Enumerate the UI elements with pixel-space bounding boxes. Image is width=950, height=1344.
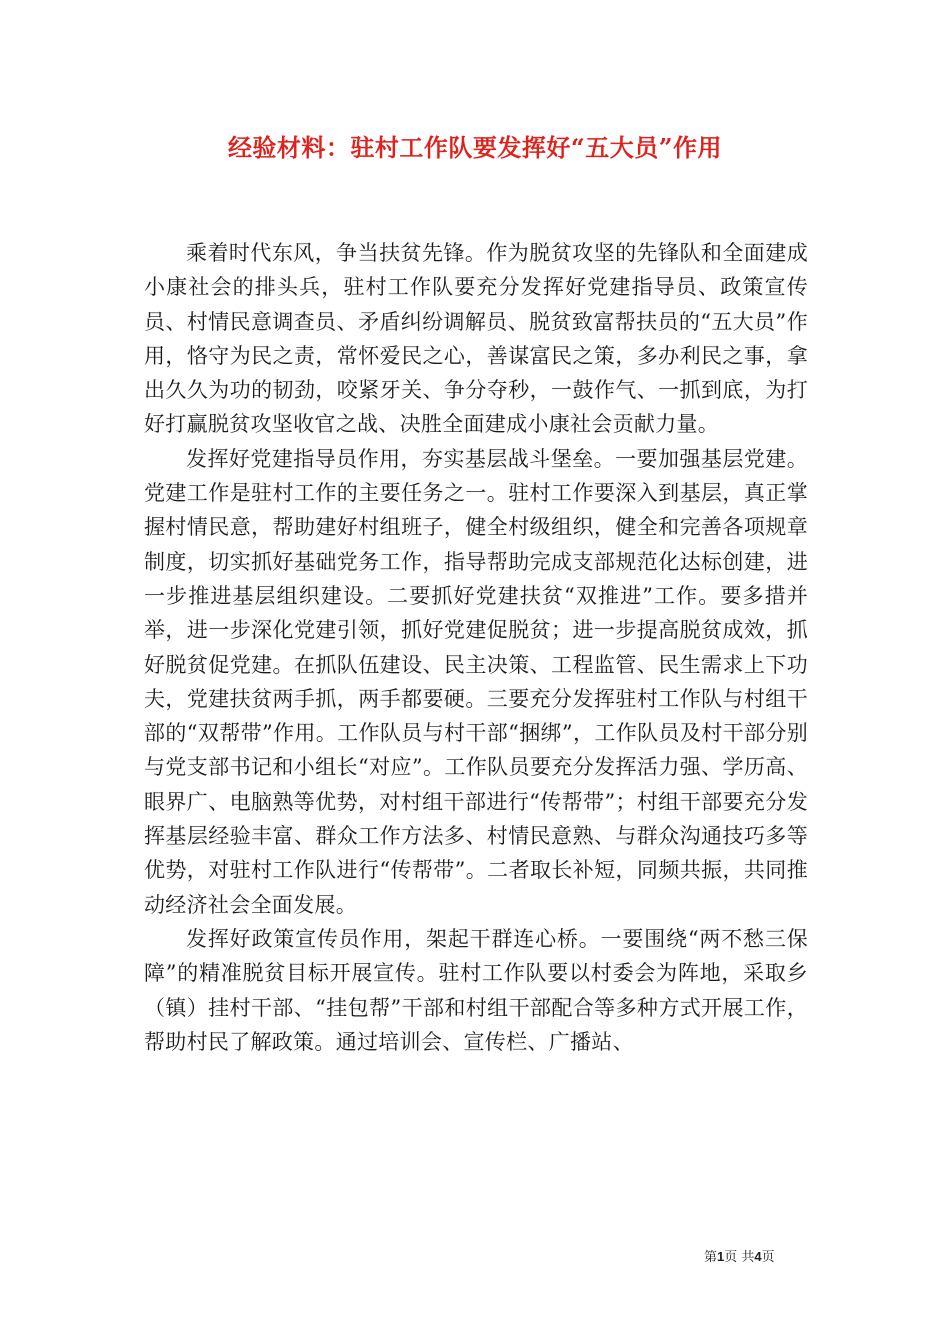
paragraph-intro: 乘着时代东风，争当扶贫先锋。作为脱贫攻坚的先锋队和全面建成小康社会的排头兵，驻村工作队要充分发挥好党建指导员、政策宣传员、村情民意调查员、矛盾纠纷调解员、脱贫致富帮扶员的“五大员”作用，恪守为民之责，常怀爱民之心，善谋富民之策，多办利民之事，拿出久久为功的韧劲，咬紧牙关、争分夺秒，一鼓作气、一抓到底，为打好打赢脱贫攻坚收官之战、决胜全面建成小康社会贡献力量。 [144, 241, 808, 437]
page-number-footer [704, 1247, 775, 1268]
page-title: 经验材料：驻村工作队要发挥好“五大员”作用 [227, 133, 723, 162]
paragraph-policy-publicity: 发挥好政策宣传员作用，架起干群连心桥。一要围绕“两不愁三保障”的精准脱贫目标开展宣传。驻村工作队要以村委会为阵地，采取乡（镇）挂村干部、“挂包帮”干部和村组干部配合等多种方式开展工作，帮助村民了解政策。通过培训会、宣传栏、广播站、 [144, 926, 808, 1054]
footer-suffix: 页 [761, 1250, 775, 1265]
footer-total-pages: 4 [754, 1249, 762, 1264]
footer-prefix: 第 [704, 1250, 718, 1265]
paragraph-party-building: 发挥好党建指导员作用，夯实基层战斗堡垒。一要加强基层党建。党建工作是驻村工作的主要任务之一。驻村工作要深入到基层，真正掌握村情民意，帮助建好村组班子，健全村级组织，健全和完善各项规章制度，切实抓好基础党务工作，指导帮助完成支部规范化达标创建，进一步推进基层组织建设。二要抓好党建扶贫“双推进”工作。要多措并举，进一步深化党建引领，抓好党建促脱贫；进一步提高脱贫成效，抓好脱贫促党建。在抓队伍建设、民主决策、工程监管、民生需求上下功夫，党建扶贫两手抓，两手都要硬。三要充分发挥驻村工作队与村组干部的“双帮带”作用。工作队员与村干部“捆绑”，工作队员及村干部分别与党支部书记和小组长“对应”。工作队员要充分发挥活力强、学历高、眼界广、电脑熟等优势，对村组干部进行“传帮带”；村组干部要充分发挥基层经验丰富、群众工作方法多、村情民意熟、与群众沟通技巧多等优势，对驻村工作队进行“传帮带”。二者取长补短，同频共振，共同推动经济社会全面发展。 [144, 446, 808, 917]
footer-current-page: 1 [717, 1249, 725, 1264]
document-body [144, 236, 808, 1059]
footer-middle: 页 共 [724, 1250, 755, 1265]
